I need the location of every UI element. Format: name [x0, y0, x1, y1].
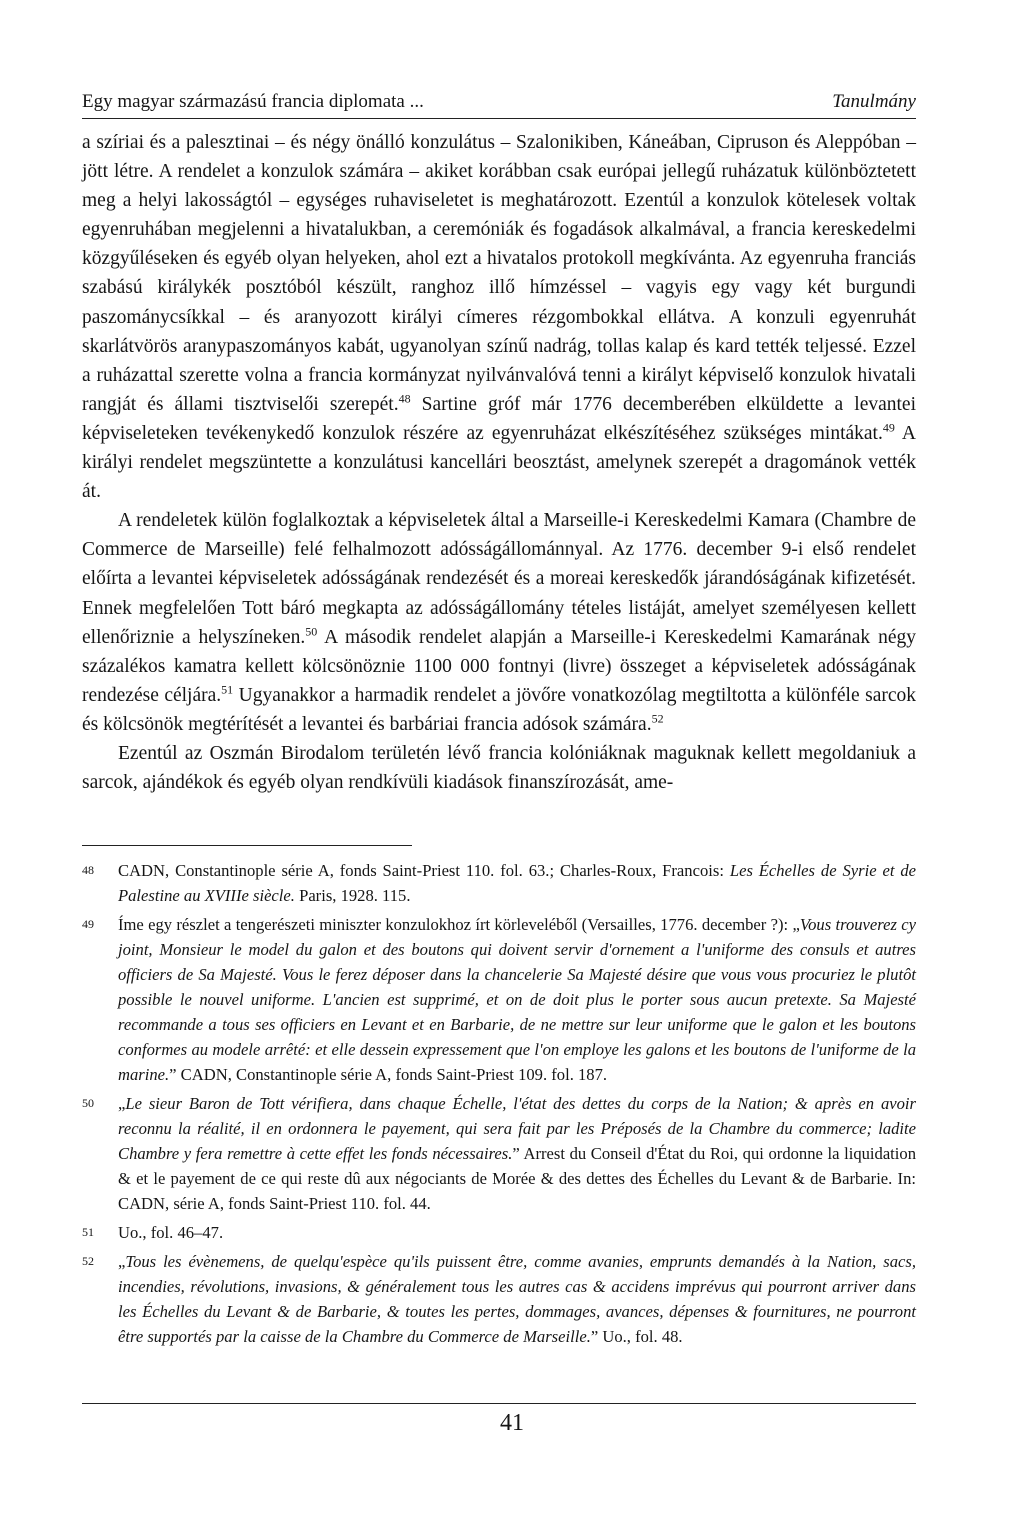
text-run: A második rendelet alapján a Marseille-i Kereskedelmi Kamarának négy százalékos kamatra kellett kölcsönöznie 1100 000 fontnyi (livre) összeget a képviseletek adósságának rendezése céljára.: [82, 626, 916, 706]
text-run: Ezentúl az Oszmán Birodalom területén lévő francia kolóniáknak maguknak kellett megoldaniuk a sarcok, ajándékok és egyéb olyan rendkívüli kiadások finanszírozását, ame-: [82, 742, 916, 794]
footnote-ref: 49: [882, 420, 895, 435]
paragraph: [82, 128, 916, 506]
footnote-49: [82, 912, 916, 1087]
footnote-quote: Vous trouverez cy joint, Monsieur le model du galon et des boutons qui doivent servir d'ornement a l'uniforme des consuls et autres officiers de Sa Majesté. Vous le ferez déposer dans la chancelerie Sa Majesté désire que vous vous procuriez le plutôt possible le nouvel uniforme. L'ancien est supprimé, et on de doit plus le porter sous aucun pretexte. Sa Majesté recommande a tous ses officiers en Levant et en Barbarie, de ne mettre sur leur uniforme que le galon et les boutons conformes au modele arrêté: et elle dessein expressement que l'on employe les galons et les boutons de l'uniforme de la marine.: [118, 915, 916, 1084]
text-run: A királyi rendelet megszüntette a konzulátusi kancellári beosztást, amelynek szerepét a dragománok vették át.: [82, 422, 916, 503]
running-header-section: Tanulmány: [832, 91, 916, 112]
footnote-text: [118, 858, 916, 908]
footnote-run: „: [118, 1094, 126, 1113]
footnote-ref: 52: [651, 711, 664, 726]
footnotes: [82, 858, 916, 1353]
footnote-52: [82, 1249, 916, 1349]
text-run: a szíriai és a palesztinai – és négy önálló konzulátus – Szalonikiben, Káneában, Cipruson és Aleppóban – jött létre. A rendelet a konzulok számára – akiket korábban csak európai jellegű ruházatuk különböztetett meg a helyi lakosságtól – egységes ruhaviseletet is meghatározott. Ezentúl a konzulok kötelesek voltak egyenruhában megjelenni a hivatalukban, a ceremóniák és fogadások alkalmával, a francia kereskedelmi közgyűléseken és egyéb olyan helyeken, ahol ezt a hivatalos protokoll megkívánta. Az egyenruha franciás szabású királykék posztóból készült, ranghoz illő hímzéssel – vagyis egy vagy két burgundi paszománycsíkkal – és aranyozott királyi címeres rézgombokkal ellátva. A konzuli egyenruhát skarlátvörös aranypaszományos kabát, ugyanolyan színű nadrág, tollas kalap és kard tették teljessé. Ezzel a ruházattal szerette volna a francia kormányzat nyilvánvalóvá tenni a királyt képviselő konzulok hivatali rangját és állami tisztviselői szerepét.: [82, 132, 916, 415]
page-number: 41: [500, 1410, 524, 1436]
paragraph: [82, 739, 916, 797]
footnote-text: [118, 912, 916, 1087]
footnote-quote: Le sieur Baron de Tott vérifiera, dans chaque Échelle, l'état des dettes du corps de la Nation; & après en avoir reconnu la réalité, il en ordonnera le payement, qui sera fait par les Préposés de la Chambre du commerce; ladite Chambre y fera remettre à cette effet les fonds nécessaires.: [118, 1094, 916, 1163]
page-bottom-rule: [82, 1403, 916, 1404]
footnote-ref: 51: [221, 682, 234, 697]
footnote-run: CADN, Constantinople série A, fonds Saint-Priest 110. fol. 63.; Charles-Roux, Francois:: [118, 861, 730, 880]
footnote-quote: Les Échelles de Syrie et de Palestine au XVIIIe siècle.: [118, 861, 916, 905]
running-header-title: Egy magyar származású francia diplomata ...: [82, 91, 424, 112]
footnote-number: 51: [82, 1225, 94, 1239]
footnote-run: Íme egy részlet a tengerészeti miniszter konzulokhoz írt körleveléből (Versailles, 1776. december ?): „: [118, 915, 800, 934]
footnote-text: [118, 1091, 916, 1216]
footnote-text: [118, 1249, 916, 1349]
footnote-run: „: [118, 1252, 126, 1271]
footnote-run: ” CADN, Constantinople série A, fonds Saint-Priest 109. fol. 187.: [169, 1065, 608, 1084]
footnote-number: 48: [82, 863, 94, 877]
footnote-run: ” Arrest du Conseil d'État du Roi, qui ordonne la liquidation & et le payement de ce qui reste dû aux négociants de Morée & des dettes des Échelles du Levant & de Barbarie. In: CADN, série A, fonds Saint-Priest 110. fol. 44.: [118, 1144, 917, 1213]
footnote-quote: Tous les évènemens, de quelqu'espèce qu'ils puissent être, comme avanies, emprunts demandés à la Nation, sacs, incendies, révolutions, invasions, & généralement tous les autres cas & accidens imprévus qui pourront arriver dans les Échelles du Levant & de Barbarie, & toutes les pertes, dommages, avances, dépenses & fournitures, ne pourront être supportés par la caisse de la Chambre du Commerce de Marseille.: [118, 1252, 916, 1346]
footnote-ref: 48: [398, 391, 411, 406]
running-header: [82, 90, 916, 119]
text-run: A rendeletek külön foglalkoztak a képviseletek által a Marseille-i Kereskedelmi Kamara (Chambre de Commerce de Marseille) felé felhalmozott adósságállománnyal. Az 1776. december 9-i első rendelet előírta a levantei képviseletek adósságának rendezését és a moreai kereskedők járandóságának kifizetését. Ennek megfelelően Tott báró megkapta az adósságállomány tételes listáját, amelyet személyesen kellett ellenőriznie a helyszíneken.: [82, 510, 916, 648]
footnote-number: 52: [82, 1254, 94, 1268]
footnote-run: Paris, 1928. 115.: [294, 886, 411, 905]
text-run: Ugyanakkor a harmadik rendelet a jövőre vonatkozólag megtiltotta a különféle sarcok és kölcsönök megtérítését a levantei és barbáriai francia adósok számára.: [82, 684, 916, 735]
footnote-run: Uo., fol. 46–47.: [118, 1223, 224, 1242]
footnote-run: ” Uo., fol. 48.: [590, 1327, 683, 1346]
footnote-divider: [82, 845, 412, 846]
main-text: [82, 128, 916, 797]
footnote-number: 50: [82, 1096, 94, 1110]
text-run: Sartine gróf már 1776 decemberében elküldette a levantei képviseleteken tevékenykedő konzulok részére az egyenruházat elkészítéséhez szükséges mintákat.: [82, 393, 916, 444]
paragraph: [82, 506, 916, 739]
footnote-number: 49: [82, 917, 94, 931]
footnote-51: [82, 1220, 916, 1245]
footnote-50: [82, 1091, 916, 1216]
footnote-ref: 50: [305, 624, 318, 639]
footnote-48: [82, 858, 916, 908]
footnote-text: [118, 1220, 916, 1245]
